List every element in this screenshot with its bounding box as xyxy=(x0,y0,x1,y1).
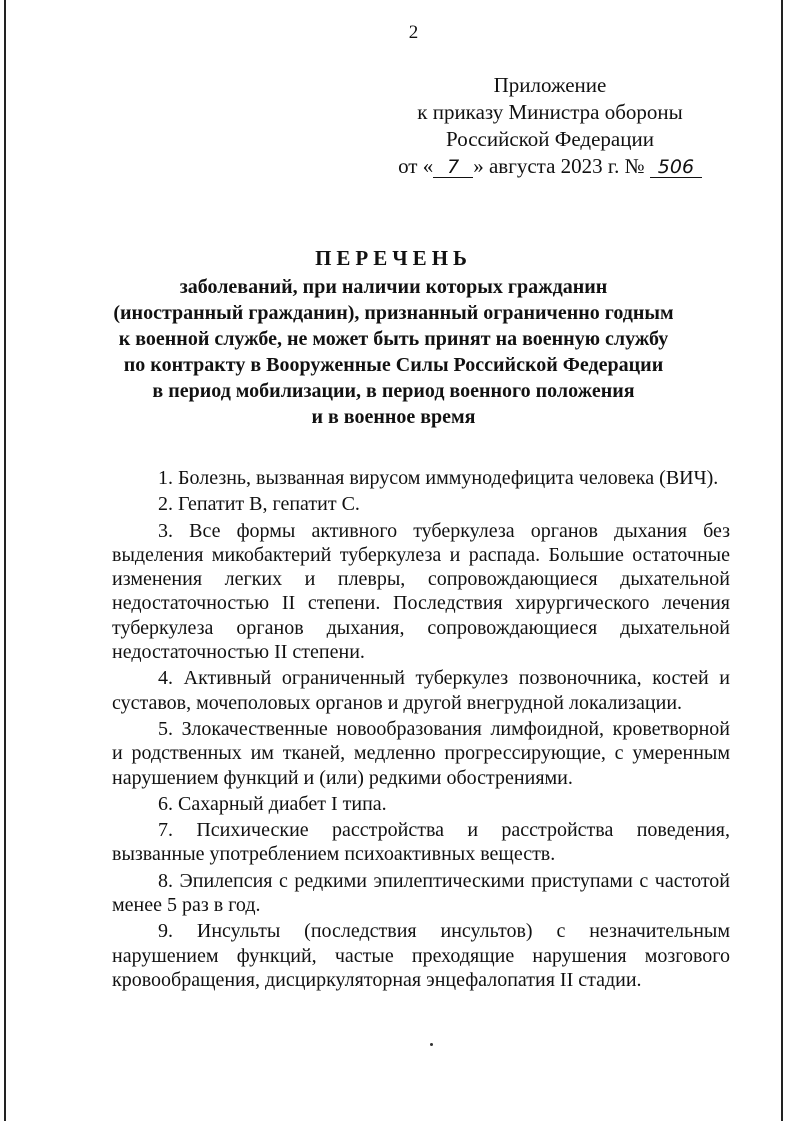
order-number-handwritten: 506 xyxy=(650,157,702,178)
appendix-line-3: Российской Федерации xyxy=(446,127,654,151)
title-line: (иностранный гражданин), признанный ограниченно годным xyxy=(113,302,674,324)
list-item: 2. Гепатит В, гепатит С. xyxy=(158,493,360,516)
appendix-date-line xyxy=(380,153,720,180)
list-item: 7. Психические расстройства и расстройства поведения, вызванные употреблением психоактивных веществ. xyxy=(112,819,730,866)
appendix-header xyxy=(380,72,720,180)
title-block xyxy=(40,244,747,430)
title-line: по контракту в Вооруженные Силы Российской Федерации xyxy=(123,354,664,376)
appendix-line-1: Приложение xyxy=(493,73,607,97)
disease-list xyxy=(112,466,730,994)
list-item: 3. Все формы активного туберкулеза органов дыхания без выделения микобактерий туберкулеза и распада. Большие остаточные изменения легких и плевры, сопровождающиеся дыхательной недостаточностью II степени. Последствия хирургического лечения туберкулеза органов дыхания, сопровождающиеся дыхательной недостаточностью II степени. xyxy=(112,519,730,664)
page-number: 2 xyxy=(408,22,419,43)
date-prefix: от « xyxy=(398,154,434,178)
title-line: и в военное время xyxy=(311,406,476,428)
appendix-line-2: к приказу Министра обороны xyxy=(417,100,683,124)
title-line: к военной службе, не может быть принят на военную службу xyxy=(118,328,669,350)
title-line: заболеваний, при наличии которых гражданин xyxy=(179,276,608,298)
list-item: 6. Сахарный диабет I типа. xyxy=(158,792,387,815)
list-item: 9. Инсульты (последствия инсультов) с незначительным нарушением функций, частые преходящие нарушения мозгового кровообращения, дисциркуляторная энцефалопатия II стадии. xyxy=(112,920,730,991)
date-middle: » августа 2023 г. № xyxy=(473,154,645,178)
date-day-handwritten: 7 xyxy=(433,157,473,178)
list-item: 8. Эпилепсия с редкими эпилептическими приступами с частотой менее 5 раз в год. xyxy=(112,869,730,917)
list-item: 4. Активный ограниченный туберкулез позвоночника, костей и суставов, мочеполовых органов и другой внегрудной локализации. xyxy=(112,667,730,714)
title-line: в период мобилизации, в период военного положения xyxy=(152,380,635,402)
list-item: 5. Злокачественные новообразования лимфоидной, кроветворной и родственных им тканей, медленно прогрессирующие, с умеренным нарушением функций и (или) редкими обострениями. xyxy=(112,717,730,789)
document-title: ПЕРЕЧЕНЬ xyxy=(315,246,472,270)
list-item: 1. Болезнь, вызванная вирусом иммунодефицита человека (ВИЧ). xyxy=(158,467,719,489)
scan-speck xyxy=(430,1043,433,1046)
